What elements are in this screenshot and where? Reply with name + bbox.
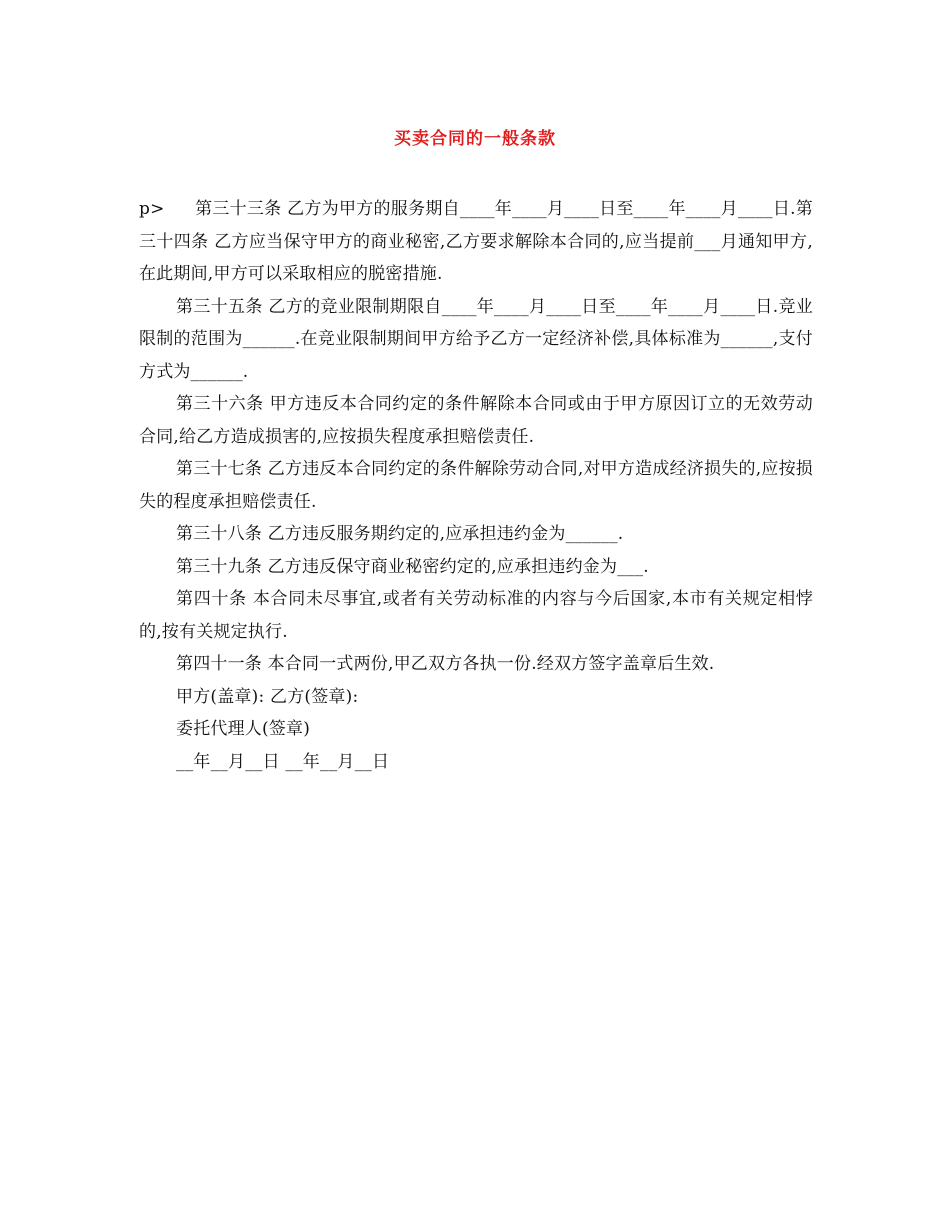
document-body: [139, 193, 813, 778]
signature-parties: 甲方(盖章): 乙方(签章):: [176, 686, 359, 707]
paragraph-article-37: 第三十七条 乙方违反本合同约定的条件解除劳动合同,对甲方造成经济损失的,应按损失的程度承担赔偿责任.: [139, 459, 813, 512]
paragraph-article-41: 第四十一条 本合同一式两份,甲乙双方各执一份.经双方签字盖章后生效.: [176, 654, 715, 674]
paragraph-article-36: 第三十六条 甲方违反本合同约定的条件解除本合同或由于甲方原因订立的无效劳动合同,给乙方造成损害的,应按损失程度承担赔偿责任.: [139, 394, 813, 447]
paragraph-article-35: 第三十五条 乙方的竞业限制期限自____年____月____日至____年____月____日.竞业限制的范围为______.在竞业限制期间甲方给予乙方一定经济补偿,具体标准为______,支付方式为______.: [139, 296, 813, 382]
paragraph-article-38: 第三十八条 乙方违反服务期约定的,应承担违约金为______.: [176, 524, 624, 544]
paragraph-text: 第三十三条 乙方为甲方的服务期自____年____月____日至____年____月____日.第三十四条 乙方应当保守甲方的商业秘密,乙方要求解除本合同的,应当提前___月通知甲方,在此期间,甲方可以采取相应的脱密措施.: [139, 199, 813, 284]
paragraph-article-33-34: [139, 193, 813, 291]
signature-agent: 委托代理人(签章): [176, 719, 311, 739]
paragraph-prefix: p>: [139, 199, 165, 219]
document-title: 买卖合同的一般条款: [394, 129, 556, 149]
paragraph-article-40: 第四十条 本合同未尽事宜,或者有关劳动标准的内容与今后国家,本市有关规定相悖的,按有关规定执行.: [139, 589, 813, 642]
signature-dates: __年__月__日 __年__月__日: [176, 751, 390, 772]
paragraph-article-39: 第三十九条 乙方违反保守商业秘密约定的,应承担违约金为___.: [176, 556, 649, 577]
